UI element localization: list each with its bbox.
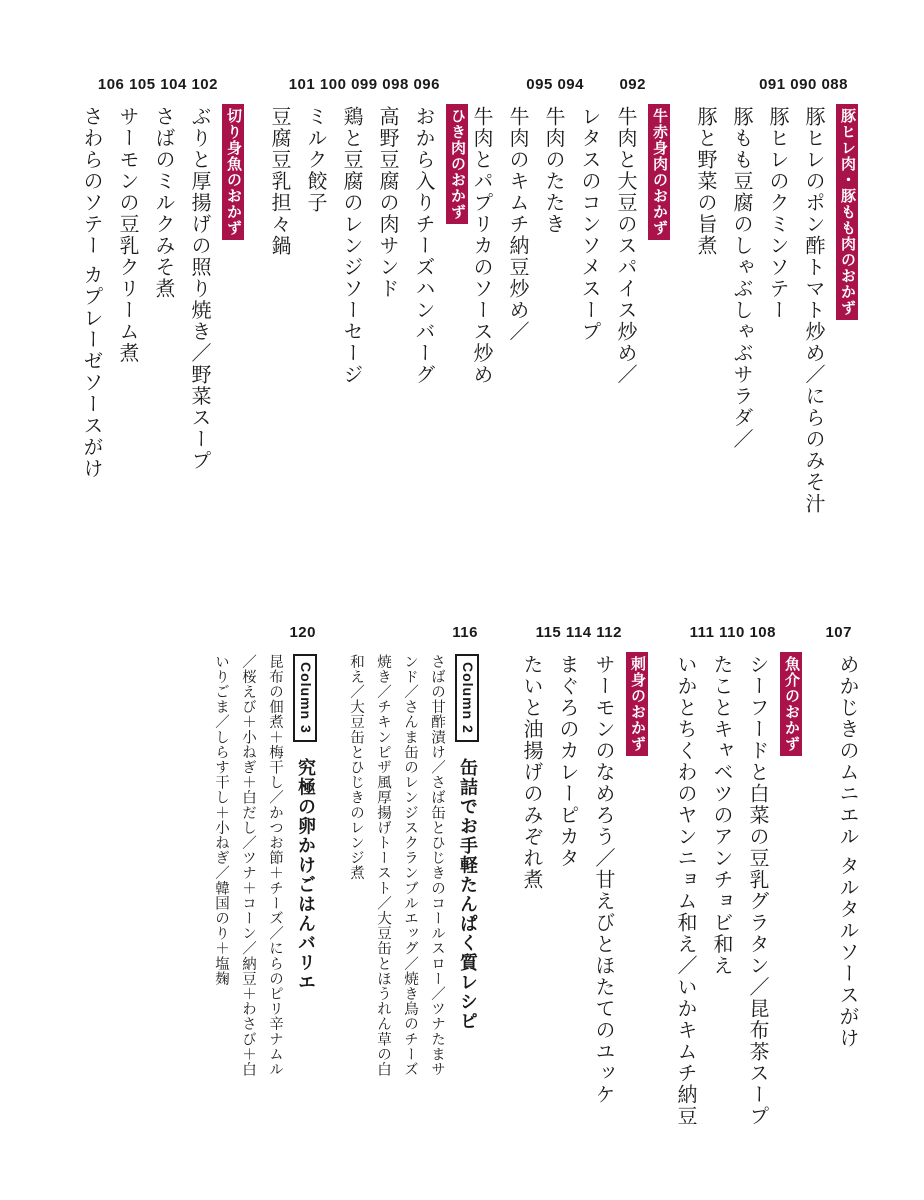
- column3-line: いりごま／しらす干し＋小ねぎ／韓国のり＋塩麹: [213, 654, 229, 987]
- column2-line: ンド／さんま缶のレンジスクランブルエッグ／焼き鳥のチーズ: [402, 654, 418, 1077]
- category-tag-seafood: 魚介のおかず: [780, 652, 802, 756]
- column3-line: ／桜えび＋小ねぎ＋白だし／ツナ＋コーン／納豆＋わさび＋白: [240, 654, 256, 1077]
- page-numbers-pork: 091 090 088: [759, 76, 848, 93]
- recipe-item: 牛肉と大豆のスパイス炒め／: [614, 106, 638, 386]
- column2-heading: [456, 654, 478, 1077]
- recipe-item: 豚と野菜の旨煮: [694, 106, 718, 257]
- recipe-item: 牛肉のたたき: [542, 106, 566, 235]
- column3-title: 究極の卵かけごはんバリエ: [295, 757, 316, 992]
- recipe-item: おから入りチーズハンバーグ: [412, 106, 436, 386]
- page-numbers-column3: 120: [289, 624, 316, 641]
- column2-line: さばの甘酢漬け／さば缶とひじきのコールスロー／ツナたまサ: [429, 654, 445, 1077]
- page-numbers-column2: 116: [452, 624, 478, 641]
- page-numbers-mince: 101 100 099 098 096: [288, 76, 440, 93]
- section-mince: [254, 106, 468, 386]
- column2-label: Column 2: [455, 654, 479, 742]
- recipe-item: サーモンの豆乳クリーム煮: [116, 106, 140, 364]
- page-numbers-beef-b: 092: [619, 76, 646, 93]
- column3-label: Column 3: [293, 654, 317, 742]
- column3-heading: [294, 654, 316, 1077]
- recipe-item: 豆腐豆乳担々鍋: [268, 106, 292, 257]
- recipe-item: いかとちくわのヤンニョム和え／いかキムチ納豆: [674, 654, 698, 1127]
- recipe-item: ミルク餃子: [304, 106, 328, 214]
- section-column2: [336, 654, 478, 1077]
- recipe-item: 高野豆腐の肉サンド: [376, 106, 400, 300]
- recipe-item: たことキャベツのアンチョビ和え: [710, 654, 734, 977]
- recipe-item: シーフードと白菜の豆乳グラタン／昆布茶スープ: [746, 654, 770, 1127]
- section-beef: [456, 106, 670, 386]
- column3-line: 昆布の佃煮＋梅干し／かつお節＋チーズ／にらのピリ辛ナムル: [267, 654, 283, 1077]
- recipe-item: 牛肉のキムチ納豆炒め／: [506, 106, 530, 343]
- recipe-item: サーモンのなめろう／甘えびとほたてのユッケ: [592, 654, 616, 1106]
- page-numbers-beef-a: 095 094: [526, 76, 584, 93]
- recipe-item: 鶏と豆腐のレンジソーセージ: [340, 106, 364, 386]
- section-seafood: [660, 654, 802, 1127]
- recipe-item: 豚ヒレのポン酢トマト炒め／にらのみそ汁: [802, 106, 826, 515]
- recipe-item: レタスのコンソメスープ: [578, 106, 602, 343]
- recipe-item: さわらのソテー カプレーゼソースがけ: [80, 106, 104, 480]
- recipe-item: 豚ヒレのクミンソテー: [766, 106, 790, 321]
- section-fish: [66, 106, 244, 479]
- category-tag-pork: 豚ヒレ肉・豚もも肉のおかず: [836, 104, 858, 320]
- column2-title: 缶詰でお手軽たんぱく質レシピ: [457, 757, 478, 1031]
- category-tag-sashimi: 刺身のおかず: [626, 652, 648, 756]
- recipe-item: めかじきのムニエル タルタルソースがけ: [836, 654, 860, 1049]
- page-numbers-fish: 106 105 104 102: [97, 76, 218, 93]
- recipe-item: 豚もも豆腐のしゃぶしゃぶサラダ／: [730, 106, 754, 450]
- category-tag-fish: 切り身魚のおかず: [222, 104, 244, 240]
- page-numbers-seafood: 111 110 108: [689, 624, 776, 641]
- page-numbers-sashimi: 115 114 112: [535, 624, 622, 641]
- column2-line: 和え／大豆缶とひじきのレンジ煮: [348, 654, 364, 881]
- section-sashimi: [506, 654, 648, 1106]
- section-column3: [201, 654, 316, 1077]
- page-numbers-swordfish: 107: [825, 624, 852, 641]
- section-swordfish: [822, 654, 858, 1049]
- column2-line: 焼き／チキンピザ風厚揚げトースト／大豆缶とほうれん草の白: [375, 654, 391, 1077]
- category-tag-beef: 牛赤身肉のおかず: [648, 104, 670, 240]
- category-tag-mince: ひき肉のおかず: [446, 104, 468, 224]
- recipe-item: まぐろのカレーピカタ: [556, 654, 580, 869]
- recipe-item: 牛肉とパプリカのソース炒め: [470, 106, 494, 386]
- recipe-item: たいと油揚げのみぞれ煮: [520, 654, 544, 891]
- recipe-item: ぶりと厚揚げの照り焼き／野菜スープ: [188, 106, 212, 472]
- recipe-item: さばのミルクみそ煮: [152, 106, 176, 300]
- section-pork: [680, 106, 858, 515]
